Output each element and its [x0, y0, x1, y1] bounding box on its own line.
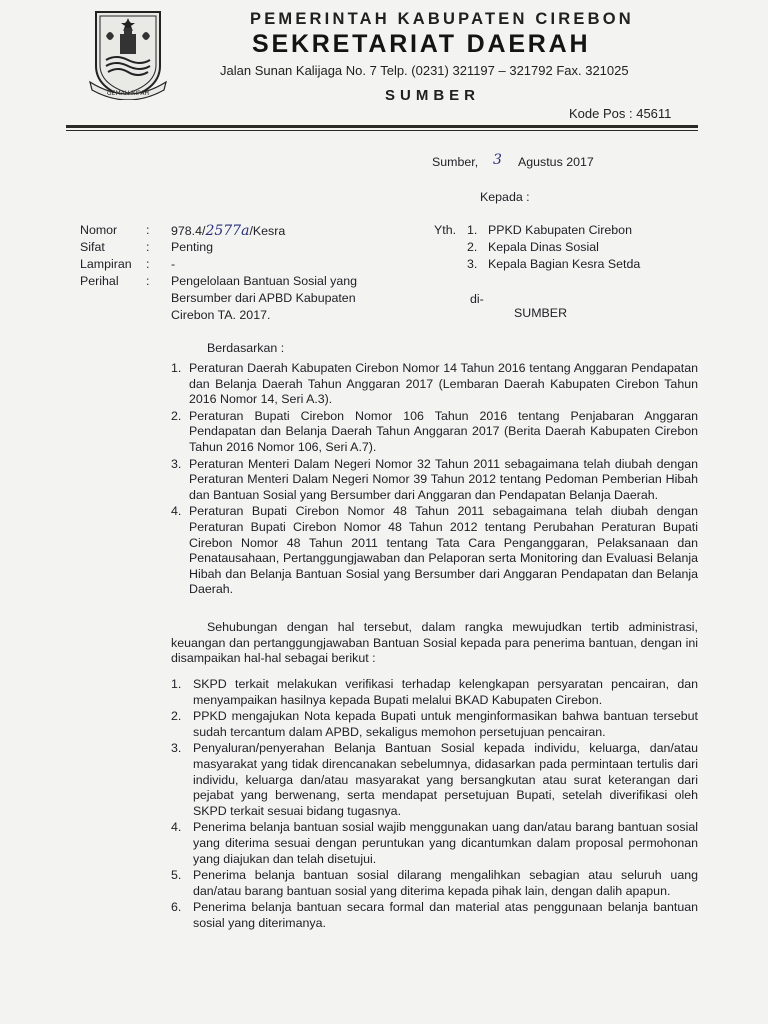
perihal-label: Perihal [80, 274, 119, 288]
recipient-place: SUMBER [514, 306, 568, 320]
perihal-line: Bersumber dari APBD Kabupaten [171, 291, 356, 305]
list-item [171, 409, 698, 456]
list-item [171, 868, 698, 899]
postal-code: Kode Pos : 45611 [569, 106, 672, 121]
list-item-text: Penerima belanja bantuan sosial wajib menggunakan uang dan/atau barang bantuan sosial yang diterima sesuai dengan peruntukan yang dicantumkan dalam proposal permohonan yang diajukan dan telah disetujui. [193, 820, 698, 866]
list-item-number: 3. [171, 456, 182, 471]
body-paragraph: Sehubungan dengan hal tersebut, dalam rangka mewujudkan tertib administrasi, keuangan dan pertanggungjawaban Bantuan Sosial kepada para penerima bantuan, dengan ini disampaikan hal-hal sebagai berikut : [171, 620, 698, 666]
list-item [171, 361, 698, 408]
legal-basis-list [171, 361, 698, 599]
recipient-num: 3. [467, 257, 478, 271]
lampiran-colon: : [146, 257, 150, 271]
list-item-number: 1. [171, 361, 182, 375]
recipient-yth: Yth. [434, 223, 457, 237]
recipient-item: Kepala Bagian Kesra Setda [488, 257, 641, 271]
list-item-number: 6. [171, 900, 182, 915]
recipient-num: 1. [467, 223, 478, 237]
list-item-number: 5. [171, 868, 182, 883]
list-item-text: SKPD terkait melakukan verifikasi terhadap kelengkapan persyaratan pencairan, dan menyampaikan hasilnya kepada Bupati melalui BKAD Kabupaten Cirebon. [193, 677, 698, 707]
recipient-di: di- [470, 292, 484, 306]
date-place: Sumber, [432, 155, 479, 169]
list-item-number: 3. [171, 741, 182, 756]
list-item-number: 2. [171, 709, 182, 724]
list-item [171, 709, 698, 740]
logo-banner-text: GEMAH RIPAH [107, 90, 149, 97]
lampiran-value: - [171, 257, 176, 271]
perihal-line: Pengelolaan Bantuan Sosial yang [171, 274, 358, 288]
list-item [171, 457, 698, 504]
nomor-label: Nomor [80, 223, 118, 237]
nomor-suffix: /Kesra [249, 224, 286, 238]
nomor-value [171, 223, 285, 239]
recipient-num: 2. [467, 240, 478, 254]
sifat-label: Sifat [80, 240, 105, 254]
nomor-prefix: 978.4/ [171, 224, 206, 238]
instructions-list [171, 677, 698, 933]
list-item [171, 900, 698, 931]
office-name: SEKRETARIAT DAERAH [252, 30, 591, 58]
list-item [171, 504, 698, 598]
list-item-text: PPKD mengajukan Nota kepada Bupati untuk menginformasikan bahwa bantuan tersebut sudah tercantum dalam APBD, sekaligus memohon persetujuan pencairan. [193, 709, 698, 739]
date-month-year: Agustus 2017 [518, 155, 594, 169]
recipient-item: Kepala Dinas Sosial [488, 240, 599, 254]
office-city: SUMBER [385, 87, 481, 104]
recipient-heading: Kepada : [480, 190, 530, 204]
list-item-text: Peraturan Menteri Dalam Negeri Nomor 32 Tahun 2011 sebagaimana telah diubah dengan Peraturan Menteri Dalam Negeri Nomor 39 Tahun 2012 tentang Pedoman Pemberian Hibah dan Bantuan Sosial yang Bersumber dari Anggaran dan Pendapatan Belanja Daerah. [189, 456, 698, 502]
sifat-colon: : [146, 240, 150, 254]
lampiran-label: Lampiran [80, 257, 132, 271]
list-item-text: Peraturan Daerah Kabupaten Cirebon Nomor 14 Tahun 2016 tentang Anggaran Pendapatan dan Belanja Daerah Tahun Anggaran 2017 (Lembaran Daerah Kabupaten Cirebon Tahun 2016 Nomor 14, Seri A.3). [189, 361, 698, 407]
list-item-number: 1. [171, 677, 182, 691]
nomor-colon: : [146, 223, 150, 237]
list-item-text: Penerima belanja bantuan secara formal dan material atas penggunaan belanja bantuan sosial yang diterimanya. [193, 900, 698, 930]
list-item-text: Peraturan Bupati Cirebon Nomor 106 Tahun 2016 tentang Penjabaran Anggaran Pendapatan dan Belanja Daerah Tahun Anggaran 2017 (Berita Daerah Kabupaten Cirebon Tahun 2016 Nomor 106, Seri A.7). [189, 408, 698, 454]
list-item-number: 4. [171, 820, 182, 835]
list-item [171, 741, 698, 819]
list-item-text: Penerima belanja bantuan sosial dilarang mengalihkan sebagian atau seluruh uang dan/atau barang bantuan sosial yang diterima kepada pihak lain, dengan dalih apapun. [193, 868, 698, 898]
perihal-colon: : [146, 274, 150, 288]
perihal-line: Cirebon TA. 2017. [171, 308, 271, 322]
body-intro: Berdasarkan : [207, 341, 285, 355]
list-item-number: 2. [171, 408, 182, 423]
coat-of-arms-logo [88, 8, 168, 100]
list-item-text: Peraturan Bupati Cirebon Nomor 48 Tahun 2011 sebagaimana telah diubah dengan Peraturan Bupati Cirebon Nomor 48 Tahun 2012 tentang Perubahan Peraturan Bupati Cirebon Nomor 48 Tahun 2011 tentang Tata Cara Penganggaran, Pelaksanaan dan Penatausahaan, Pertanggungjawaban dan Pelaporan serta Monitoring dan Evaluasi Belanja Hibah dan Belanja Bantuan Sosial yang Bersumber dari Anggaran Pendapatan dan Belanja Daerah. [189, 504, 698, 597]
letterhead-divider-thin [66, 130, 698, 131]
list-item-text: Penyaluran/penyerahan Belanja Bantuan Sosial kepada individu, keluarga, dan/atau masyarakat yang tidak direncanakan sebelumnya, didasarkan pada permintaan tertulis dari individu, keluarga dan/atau masyarakat yang bersangkutan atau surat keterangan dari pejabat yang berwenang, serta mendapat persetujuan Bupati, setelah diverifikasi oleh SKPD terkait sesuai bidang tugasnya. [193, 741, 698, 818]
letterhead-divider-thick [66, 125, 698, 128]
list-item-number: 4. [171, 504, 182, 519]
government-name: PEMERINTAH KABUPATEN CIREBON [250, 10, 634, 28]
list-item [171, 677, 698, 708]
list-item [171, 820, 698, 867]
nomor-handwritten: 2577a [205, 223, 250, 239]
sifat-value: Penting [171, 240, 214, 254]
recipient-item: PPKD Kabupaten Cirebon [488, 223, 632, 237]
office-address: Jalan Sunan Kalijaga No. 7 Telp. (0231) 321197 – 321792 Fax. 321025 [220, 63, 629, 78]
date-day-handwritten: 3 [493, 152, 502, 168]
